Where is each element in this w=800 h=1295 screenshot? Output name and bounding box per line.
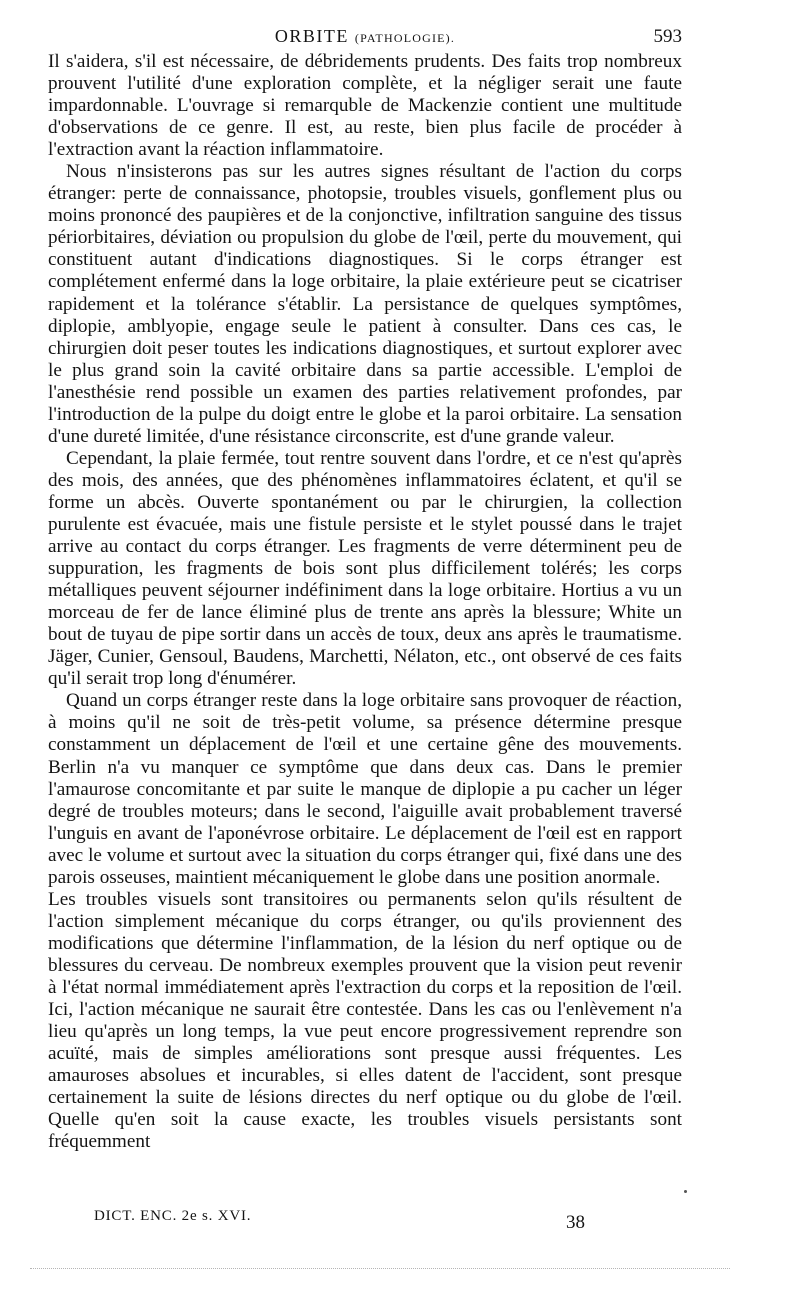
bleed-through-trace [30, 1268, 730, 1269]
page-number: 593 [653, 26, 682, 47]
sheet-number: 38 [566, 1212, 585, 1233]
body-text [48, 51, 682, 1153]
running-title: ORBITE [274, 26, 349, 46]
page-footer [48, 1208, 682, 1236]
stray-ink-mark [684, 1190, 687, 1193]
paragraph: Les troubles visuels sont transitoires ou permanents selon qu'ils résultent de l'action simplement mécanique du corps étranger, ou qu'ils proviennent des modifications que détermine l'inflammation, de la lésion du nerf optique ou de blessures du cerveau. De nombreux exemples prouvent que la vision peut revenir à l'état normal immédiatement après l'extraction du corps et la reposition de l'œil. Ici, l'action mécanique ne saurait être contestée. Dans les cas ou l'enlèvement n'a lieu qu'après un long temps, la vue peut encore progressivement reprendre son acuïté, mais de simples améliorations sont presque aussi fréquentes. Les amauroses absolues et incurables, si elles datent de l'accident, sont presque certainement la suite de lésions directes du nerf optique ou du globe de l'œil. Quelle qu'en soit la cause exacte, les troubles visuels persistants sont fréquemment [48, 888, 682, 1153]
paragraph: Cependant, la plaie fermée, tout rentre souvent dans l'ordre, et ce n'est qu'après des mois, des années, que des phénomènes inflammatoires éclatent, et qu'il se forme un abcès. Ouverte spontanément ou par le chirurgien, la collection purulente est évacuée, mais une fistule persiste et le stylet poussé dans le trajet arrive au contact du corps étranger. Les fragments de verre déterminent peu de suppuration, les fragments de bois sont plus difficilement tolérés; les corps métalliques peuvent séjourner indéfiniment dans la loge orbitaire. Hortius a vu un morceau de fer de lance éliminé plus de trente ans après la blessure; White un bout de tuyau de pipe sortir dans un accès de toux, deux ans après le traumatisme. Jäger, Cunier, Gensoul, Baudens, Marchetti, Nélaton, etc., ont observé de ces faits qu'il serait trop long d'énumérer. [48, 447, 682, 690]
paragraph: Quand un corps étranger reste dans la loge orbitaire sans provoquer de réaction, à moins qu'il ne soit de très-petit volume, sa présence détermine presque constamment un déplacement de l'œil et une certaine gêne des mouvements. Berlin n'a vu manquer ce symptôme que dans deux cas. Dans le premier l'amaurose concomitante et par suite le manque de diplopie a pu cacher un léger degré de troubles moteurs; dans le second, l'aiguille avait probablement traversé l'unguis en avant de l'aponévrose orbitaire. Le déplacement de l'œil est en rapport avec le volume et surtout avec la situation du corps étranger qui, fixé dans une des parois osseuses, maintient mécaniquement le globe dans une position anormale. [48, 690, 682, 888]
paragraph: Nous n'insisterons pas sur les autres signes résultant de l'action du corps étranger: perte de connaissance, photopsie, troubles visuels, gonflement plus ou moins prononcé des paupières et de la conjonctive, infiltration sanguine des tissus périorbitaires, déviation ou propulsion du globe de l'œil, perte du mouvement, qui constituent autant d'indications diagnostiques. Si le corps étranger est complétement enfermé dans la loge orbitaire, la plaie extérieure peut se cicatriser rapidement et la tolérance s'établir. La persistance de quelques symptômes, diplopie, amblyopie, engage seule le patient à consulter. Dans ces cas, le chirurgien doit peser toutes les indications diagnostiques, et surtout explorer avec le plus grand soin la cavité orbitaire dans sa partie accessible. L'emploi de l'anesthésie rend possible un examen des parties relativement profondes, par l'introduction de la pulpe du doigt entre le globe et la paroi orbitaire. La sensation d'une dureté limitée, d'une résistance circonscrite, est d'une grande valeur. [48, 161, 682, 447]
paragraph-continuation: Il s'aidera, s'il est nécessaire, de débridements prudents. Des faits trop nombreux prouvent l'utilité d'une exploration complète, et la négliger serait une faute impardonnable. L'ouvrage si remarquble de Mackenzie contient une multitude d'observations de ce genre. Il est, au reste, bien plus facile de procéder à l'extraction avant la réaction inflammatoire. [48, 51, 682, 161]
running-head [48, 26, 682, 47]
running-subtitle: (PATHOLOGIE). [354, 31, 456, 45]
printer-signature: DICT. ENC. 2e s. XVI. [94, 1208, 252, 1224]
